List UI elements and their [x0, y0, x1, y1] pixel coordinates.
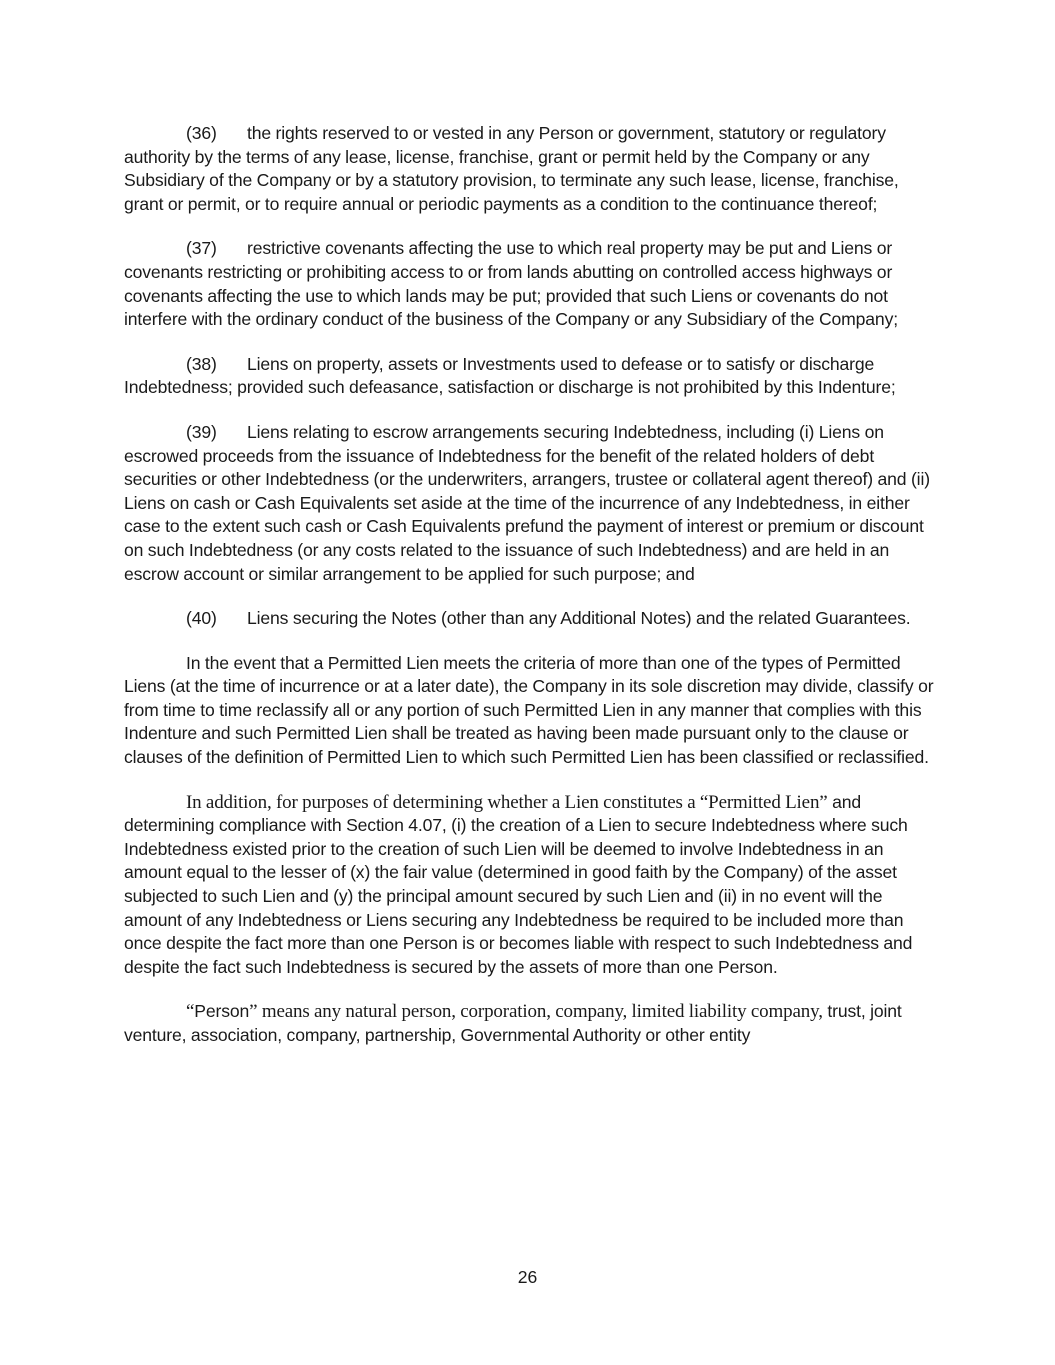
definition-open-quote: “: [186, 1001, 195, 1023]
clause-number: (38): [186, 353, 217, 374]
definition-rest-text: trust, joint venture, association, company, partnership, Governmental Authority or other entity: [124, 1001, 902, 1045]
clause-text: Liens relating to escrow arrangements securing Indebtedness, including (i) Liens on escrowed proceeds from the issuance of Indebtedness for the benefit of the related holders of debt securities or other Indebtedness (or the underwriters, arrangers, trustee or collateral agent thereof) and (ii) Liens on cash or Cash Equivalents set aside at the time of the incurrence of any Indebtedness, in either case to the extent such cash or Cash Equivalents prefund the payment of interest or premium or discount on such Indebtedness (or any costs related to the issuance of such Indebtedness) and are held in an escrow account or similar arrangement to be applied for such purpose; and: [124, 421, 930, 584]
clause-number: (40): [186, 608, 217, 629]
clause-number: (37): [186, 238, 217, 259]
clause-text: Liens securing the Notes (other than any Additional Notes) and the related Guarantees.: [247, 608, 911, 629]
event-paragraph: In the event that a Permitted Lien meets the criteria of more than one of the types of Permitted Liens (at the time of incurrence or at a later date), the Company in its sole discretion may divide, classify or from time to time reclassify all or any portion of such Permitted Lien in any manner that complies with this Indenture and such Permitted Lien shall be treated as having been made pursuant only to the clause or clauses of the definition of Permitted Lien to which such Permitted Lien has been classified or reclassified.: [124, 652, 934, 768]
definition-lead-text: ” means any natural person, corporation, company, limited liability company,: [249, 1001, 823, 1023]
person-definition: [124, 1000, 934, 1047]
addition-rest-text: and determining compliance with Section 4.07, (i) the creation of a Lien to secure Indebtedness where such Indebtedness existed prior to the creation of such Lien will be deemed to involve Indebtedness in an amount equal to the lesser of (x) the fair value (determined in good faith by the Company) of the asset subjected to such Lien and (y) the principal amount secured by such Lien and (ii) in no event will the amount of any Indebtedness or Liens securing any Indebtedness be required to be included more than once despite the fact more than one Person is or becomes liable with respect to such Indebtedness and despite the fact such Indebtedness is secured by the assets of more than one Person.: [124, 791, 913, 977]
clause-number: (36): [186, 123, 217, 143]
document-page: [124, 122, 934, 1069]
defined-term: Person: [194, 1001, 250, 1022]
addition-lead-text: In addition, for purposes of determining whether a Lien constitutes a “Permitted Lien”: [186, 791, 828, 813]
clause-36: [124, 122, 934, 216]
addition-paragraph: [124, 791, 934, 980]
clause-37: [124, 237, 934, 331]
clause-text: the rights reserved to or vested in any Person or government, statutory or regulatory authority by the terms of any lease, license, franchise, grant or permit held by the Company or any Subsidiary of the Company or by a statutory provision, to terminate any such lease, license, franchise, grant or permit, or to require annual or periodic payments as a condition to the continuance thereof;: [124, 123, 899, 214]
clause-text: Liens on property, assets or Investments used to defease or to satisfy or discharge Indebtedness; provided such defeasance, satisfaction or discharge is not prohibited by this Indenture;: [124, 353, 896, 398]
clause-39: [124, 421, 934, 586]
clause-38: [124, 353, 934, 400]
clause-40: [124, 607, 934, 631]
clause-text: restrictive covenants affecting the use to which real property may be put and Liens or covenants restricting or prohibiting access to or from lands abutting on controlled access highways or covenants affecting the use to which lands may be put; provided that such Liens or covenants do not interfere with the ordinary conduct of the business of the Company or any Subsidiary of the Company;: [124, 238, 898, 330]
clause-number: (39): [186, 421, 217, 442]
page-number: 26: [517, 1267, 538, 1287]
